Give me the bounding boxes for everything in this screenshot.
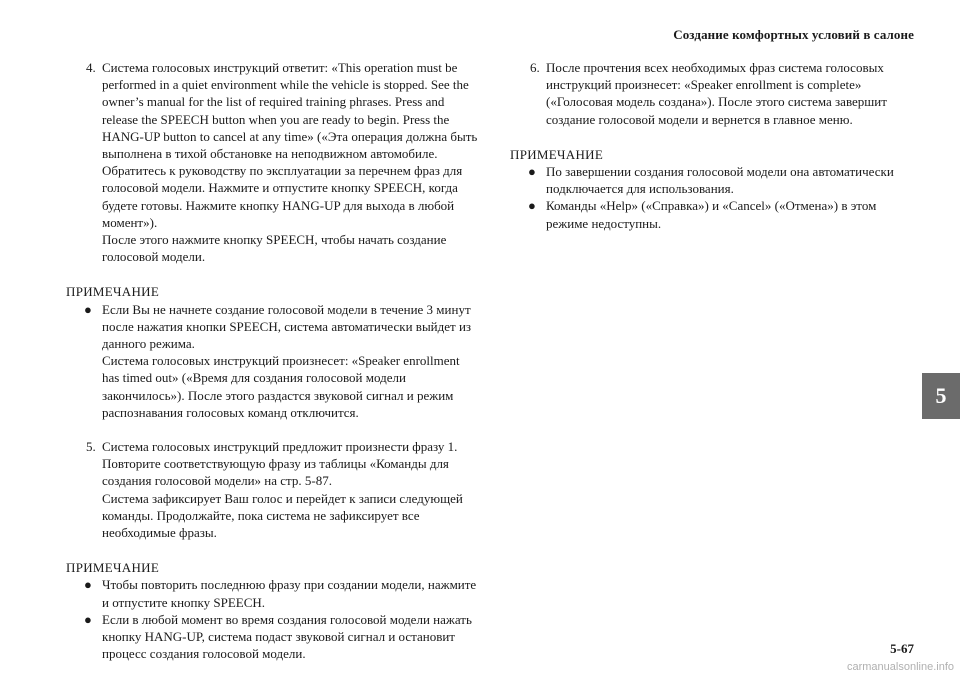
bullet-icon: ● [84, 577, 92, 593]
note-bullet [66, 301, 480, 421]
note-text: Система голосовых инструкций произнесет: «Speaker enrollment has timed out» («Время для создания голосовой модели закончилось»). После этого раздастся звуковой сигнал и режим распознавания голосовых команд отключится. [102, 353, 460, 420]
step-number: 4. [86, 60, 96, 75]
step-6 [510, 59, 910, 128]
step-4 [66, 59, 480, 265]
step-5 [66, 438, 480, 541]
right-column [510, 59, 910, 232]
note-bullet [510, 163, 910, 197]
note-heading: ПРИМЕЧАНИЕ [66, 560, 160, 576]
note-bullet [510, 197, 910, 231]
note-text: Если в любой момент во время создания голосовой модели нажать кнопку HANG-UP, система подаст звуковой сигнал и остановит процесс создания голосовой модели. [102, 611, 472, 662]
bullet-icon: ● [528, 198, 536, 214]
step-text: После этого нажмите кнопку SPEECH, чтобы начать создание голосовой модели. [102, 232, 447, 265]
note-text: По завершении создания голосовой модели она автоматически подключается для использования. [546, 164, 894, 197]
note-bullet [66, 611, 480, 663]
bullet-icon: ● [528, 164, 536, 180]
running-header: Создание комфортных условий в салоне [673, 27, 914, 42]
step-number: 5. [86, 439, 96, 455]
bullet-icon: ● [84, 611, 92, 627]
note-heading: ПРИМЕЧАНИЕ [510, 146, 604, 162]
step-text: После прочтения всех необходимых фраз система голосовых инструкций произнесет: «Speaker enrollment is complete» («Голосовая модель создана»). После этого система завершит создание голосовой модели и вернется в главное меню. [546, 60, 887, 127]
step-text: Система голосовых инструкций предложит произнести фразу 1. Повторите соответствующую фразу из таблицы «Команды для создания голосовой модели» на стр. 5-87. [102, 439, 458, 489]
note-bullet [66, 576, 480, 610]
step-text: Система зафиксирует Ваш голос и перейдет к записи следующей команды. Продолжайте, пока система не зафиксирует все необходимые фразы. [102, 490, 463, 541]
section-tab: 5 [922, 373, 960, 419]
left-column [66, 59, 480, 663]
step-number: 6. [530, 60, 540, 75]
watermark: carmanualsonline.info [846, 661, 954, 673]
note-text: Команды «Help» («Справка») и «Cancel» («Отмена») в этом режиме недоступны. [546, 198, 877, 231]
note-text: Чтобы повторить последнюю фразу при создании модели, нажмите и отпустите кнопку SPEECH. [102, 577, 477, 610]
page-number: 5-67 [890, 641, 914, 656]
note-text: Если Вы не начнете создание голосовой модели в течение 3 минут после нажатия кнопки SPEECH, система автоматически выйдет из данного режима. [102, 301, 472, 352]
bullet-icon: ● [84, 301, 92, 317]
step-text: Система голосовых инструкций ответит: «This operation must be performed in a quiet environment while the vehicle is stopped. See the owner’s manual for the list of required training phrases. Press and release the SPEECH button when you are ready to begin. Press the HANG-UP button to cancel at any time» («Эта операция должна быть выполнена в тихой обстановке на неподвижном автомобиле. Обратитесь к руководству по эксплуатации за перечнем фраз для голосовой модели. Нажмите и отпустите кнопку SPEECH, когда будете готовы. Нажмите кнопку HANG-UP для выхода в любой момент»). [102, 60, 478, 230]
note-heading: ПРИМЕЧАНИЕ [66, 284, 160, 300]
